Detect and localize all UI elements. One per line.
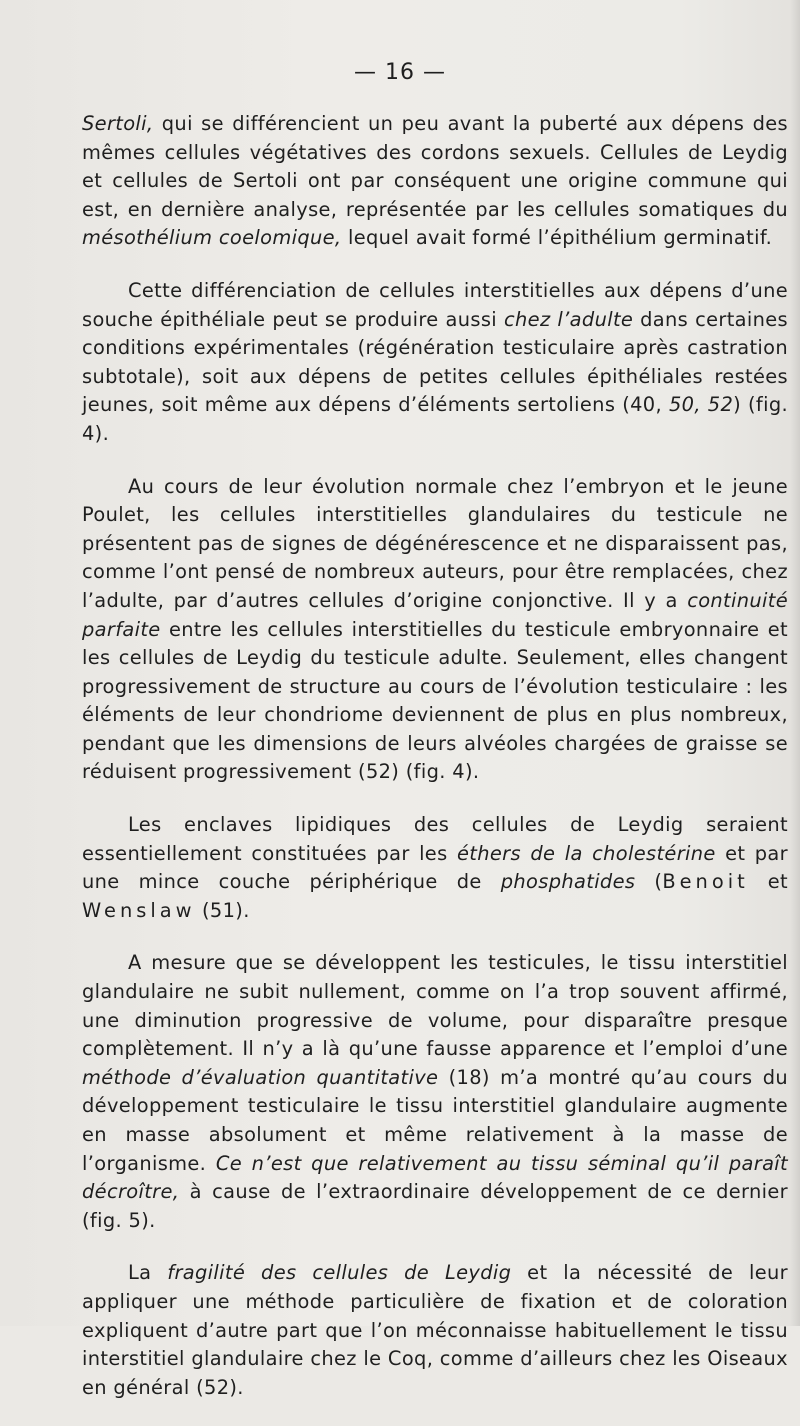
- text-run: ) (fig. 4).: [82, 393, 789, 445]
- text-run: et: [748, 870, 789, 894]
- text-run: La: [128, 1261, 168, 1285]
- italic-run: méthode d’évaluation quantitative: [82, 1065, 439, 1089]
- page-number: — 16 —: [354, 60, 446, 85]
- italic-run: éthers de la cholestérine: [456, 841, 716, 865]
- italic-run: phosphatides: [500, 870, 636, 894]
- text-run: Cette différenciation de cellules interstitielles aux dépens d’une souche épithéliale peut se produire aussi: [82, 278, 788, 331]
- paragraph: [82, 110, 788, 253]
- text-run: (18) m’a montré qu’au cours du développement testiculaire le tissu interstitiel glandulaire augmente en masse absolument et même relativement à la masse de l’organisme.: [82, 1065, 788, 1175]
- text-run: et la nécessité de leur appliquer une méthode particulière de fixation et de coloration expliquent d’autre part que l’on méconnaisse habituellement le tissu interstitiel glandulaire chez le Coq, comme d’ailleurs chez les Oiseaux en général (52).: [82, 1261, 788, 1399]
- paragraph: [82, 949, 788, 1235]
- text-run: Au cours de leur évolution normale chez l’embryon et le jeune Poulet, les cellules interstitielles glandulaires du testicule ne présentent pas de signes de dégénérescence et ne disparaissent pas, comme l’ont pensé de nombreux auteurs, pour être remplacées, chez l’adulte, par d’autres cellules d’origine conjonctive. Il y a: [82, 474, 788, 612]
- text-run: dans certaines conditions expérimentales (régénération testiculaire après castration subtotale), soit aux dépens de petites cellules épithéliales restées jeunes, soit même aux dépens d’éléments sertoliens (40,: [82, 307, 788, 417]
- spaced-name-run: Wenslaw: [82, 898, 196, 922]
- text-run: à cause de l’extraordinaire développement de ce dernier (fig. 5).: [82, 1180, 788, 1232]
- text-body: [82, 110, 788, 1426]
- paragraph: [82, 811, 788, 925]
- text-run: Les enclaves lipidiques des cellules de Leydig seraient essentiellement constituées par les: [82, 813, 788, 865]
- italic-run: continuité parfaite: [82, 588, 788, 641]
- italic-run: 50, 52: [668, 393, 734, 417]
- italic-run: Ce n’est que relativement au tissu séminal qu’il paraît décroître,: [82, 1151, 788, 1204]
- text-run: A mesure que se développent les testicules, le tissu interstitiel glandulaire ne subit nullement, comme on l’a trop souvent affirmé, une diminution progressive de volume, pour disparaître presque complètement. Il n’y a là qu’une fausse apparence et l’emploi d’une: [82, 951, 788, 1061]
- text-run: (: [635, 870, 663, 894]
- paragraph: [82, 277, 788, 449]
- italic-run: chez l’adulte: [504, 307, 634, 331]
- paragraph: [82, 473, 788, 788]
- italic-run: mésothélium coelomique,: [82, 226, 342, 250]
- text-run: (51).: [195, 898, 250, 922]
- spaced-name-run: Benoit: [662, 870, 749, 894]
- text-run: et par une mince couche périphérique de: [82, 841, 788, 894]
- page-edge-shadow: [790, 0, 800, 1326]
- italic-run: fragilité des cellules de Leydig: [167, 1261, 512, 1285]
- text-run: lequel avait formé l’épithélium germinatif.: [341, 226, 773, 250]
- text-run: qui se différencient un peu avant la puberté aux dépens des mêmes cellules végétatives des cordons sexuels. Cellules de Leydig et cellules de Sertoli ont par conséquent une origine commune qui est, en dernière analyse, représentée par les cellules somatiques du: [82, 112, 788, 221]
- paragraph: [82, 1259, 788, 1402]
- italic-run: Sertoli,: [82, 112, 154, 135]
- text-run: entre les cellules interstitielles du testicule embryonnaire et les cellules de Leydig du testicule adulte. Seulement, elles changent progressivement de structure au cours de l’évolution testiculaire : les éléments de leur chondriome deviennent de plus en plus nombreux, pendant que les dimensions de leurs alvéoles chargées de graisse se réduisent progressivement (52) (fig. 4).: [82, 617, 788, 784]
